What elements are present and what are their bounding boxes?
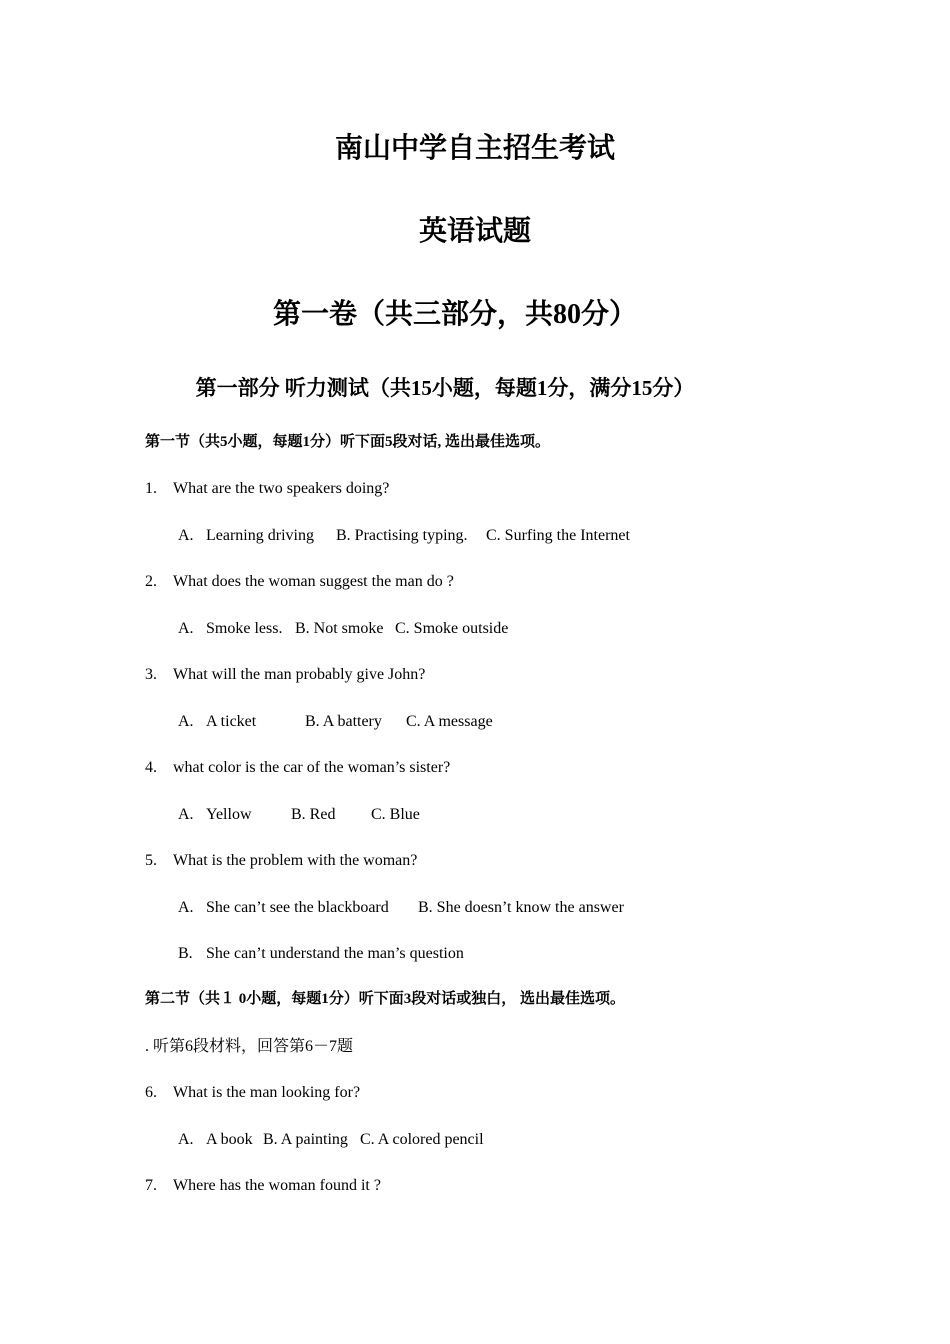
question-text: What is the problem with the woman? <box>173 852 418 869</box>
material-note: . 听第6段材料，回答第6－7题 <box>145 1038 354 1055</box>
option-b: B. Not smoke <box>295 620 384 637</box>
option-c: C. Blue <box>371 806 420 823</box>
option-c: C. Smoke outside <box>395 620 509 637</box>
question-text: What will the man probably give John? <box>173 666 426 683</box>
question-text: What does the woman suggest the man do ? <box>173 573 454 590</box>
question-text: What are the two speakers doing? <box>173 480 390 497</box>
section-two-heading: 第二节（共１ 0小题，每题1分）听下面3段对话或独白， 选出最佳选项。 <box>145 991 626 1007</box>
option-a: Yellow <box>206 806 252 823</box>
option-b: B. Red <box>291 806 336 823</box>
question-5-options-extra <box>178 944 464 964</box>
subject-title: 英语试题 <box>418 216 531 247</box>
question-4 <box>145 758 450 778</box>
school-exam-title: 南山中学自主招生考试 <box>334 133 615 164</box>
option-c: C. A message <box>406 713 493 730</box>
question-5 <box>145 851 417 871</box>
question-number: 2. <box>145 573 157 590</box>
question-2 <box>145 572 454 592</box>
question-number: 5. <box>145 852 157 869</box>
option-a: Smoke less. <box>206 620 283 637</box>
option-a: A book <box>206 1131 253 1148</box>
question-5-options <box>178 898 624 918</box>
option-a: A ticket <box>206 713 257 730</box>
option-label: B. <box>178 945 193 962</box>
option-label: A. <box>178 806 194 823</box>
option-label: A. <box>178 713 194 730</box>
option-c: She can’t understand the man’s question <box>206 945 464 962</box>
question-3 <box>145 665 425 685</box>
question-7 <box>145 1176 381 1196</box>
question-number: 1. <box>145 480 157 497</box>
option-a: She can’t see the blackboard <box>206 899 389 916</box>
option-a: Learning driving <box>206 527 314 544</box>
question-1-options <box>178 526 630 546</box>
question-6-options <box>178 1130 484 1150</box>
volume-title: 第一卷（共三部分，共80分） <box>272 299 637 330</box>
section-one-heading: 第一节（共5小题，每题1分）听下面5段对话, 选出最佳选项。 <box>145 434 551 450</box>
question-4-options <box>178 805 420 825</box>
option-label: A. <box>178 527 194 544</box>
question-2-options <box>178 619 508 639</box>
option-b: B. A battery <box>305 713 382 730</box>
part-one-title: 第一部分 听力测试（共15小题，每题1分，满分15分） <box>195 376 695 400</box>
question-3-options <box>178 712 493 732</box>
option-c: C. Surfing the Internet <box>486 527 630 544</box>
option-c: C. A colored pencil <box>360 1131 484 1148</box>
option-b: B. A painting <box>263 1131 348 1148</box>
question-number: 7. <box>145 1177 157 1194</box>
question-text: Where has the woman found it ? <box>173 1177 381 1194</box>
question-number: 3. <box>145 666 157 683</box>
option-b: B. She doesn’t know the answer <box>418 899 624 916</box>
option-label: A. <box>178 620 194 637</box>
question-6 <box>145 1083 360 1103</box>
question-number: 6. <box>145 1084 157 1101</box>
option-label: A. <box>178 899 194 916</box>
question-number: 4. <box>145 759 157 776</box>
question-text: What is the man looking for? <box>173 1084 361 1101</box>
question-text: what color is the car of the woman’s sister? <box>173 759 451 776</box>
question-1 <box>145 479 389 499</box>
option-label: A. <box>178 1131 194 1148</box>
option-b: B. Practising typing. <box>336 527 468 544</box>
